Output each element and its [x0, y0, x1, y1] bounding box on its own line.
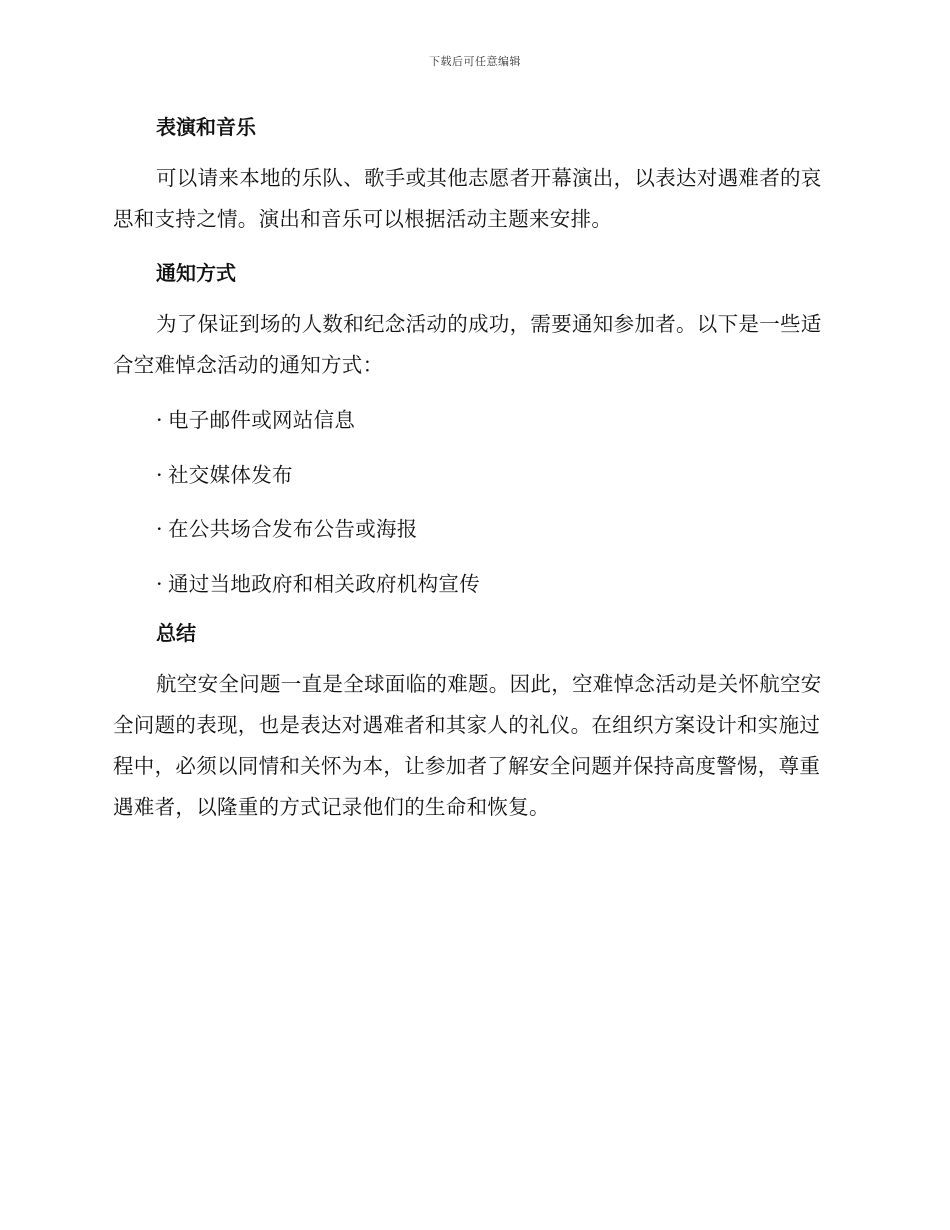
- section-heading-performance: 表演和音乐: [156, 115, 256, 139]
- list-item: [156, 455, 833, 496]
- bullet-dot: ·: [156, 571, 163, 596]
- bullet-dot: ·: [156, 517, 163, 541]
- section-paragraph-performance: 可以请来本地的乐队、歌手或其他志愿者开幕演出，以表达对遇难者的哀思和支持之情。演出和音乐可以根据活动主题来安排。: [113, 166, 822, 231]
- list-item-text: 电子邮件或网站信息: [168, 408, 356, 432]
- list-item-text: 社交媒体发布: [168, 462, 293, 487]
- list-item-text: 通过当地政府和相关政府机构宣传: [168, 571, 480, 596]
- document-body: [113, 108, 833, 828]
- notification-method-list: [113, 400, 833, 605]
- bullet-dot: ·: [156, 408, 163, 432]
- list-item: [156, 400, 833, 441]
- section-heading-summary: 总结: [156, 621, 196, 645]
- list-item: [156, 564, 833, 605]
- list-item-text: 在公共场合发布公告或海报: [168, 517, 418, 541]
- section-paragraph-notification: 为了保证到场的人数和纪念活动的成功，需要通知参加者。以下是一些适合空难悼念活动的通知方式：: [113, 312, 822, 377]
- page-header: 下载后可任意编辑: [429, 55, 521, 68]
- bullet-dot: ·: [156, 462, 163, 487]
- section-paragraph-summary: 航空安全问题一直是全球面临的难题。因此，空难悼念活动是关怀航空安全问题的表现，也是表达对遇难者和其家人的礼仪。在组织方案设计和实施过程中，必须以同情和关怀为本，让参加者了解安全问题并保持高度警惕，尊重遇难者，以隆重的方式记录他们的生命和恢复。: [113, 672, 822, 819]
- list-item: [156, 509, 833, 550]
- section-heading-notification: 通知方式: [156, 261, 236, 285]
